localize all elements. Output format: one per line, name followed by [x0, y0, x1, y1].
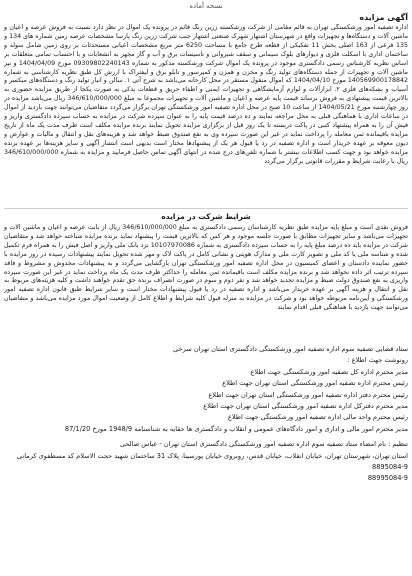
auction-terms-title: شرایط شرکت در مزایده [161, 212, 251, 221]
prepared-by: تنظیم : نام امضاء ستاد تصفیه سوم اداره تصفیه امور ورشکستگی دادگستری استان تهران - عباس صالحی [119, 440, 408, 449]
recipient-line: رئیس محترم دفتر اداره تصفیه امور ورشکستگی استان تهران جهت اطلاع [208, 390, 408, 399]
recipient-line: مدیر محترم دفترکل اداره تصفیه امور ورشکستگی استان تهران جهت اطلاع [203, 402, 408, 411]
phone-number: 8895084-9 [372, 463, 408, 472]
recipients-title: رونوشت جهت اطلاع : [347, 356, 408, 365]
recipient-line: مدیر محترم اداره کل تصفیه امور ورشکستگی جهت اطلاع [250, 367, 408, 376]
issuer-line: ستاد قضایی تصفیه سوم اداره تصفیه امور ورشکستگی دادگستری استان تهران سرخی [173, 345, 408, 353]
phone-number: 88995084-9 [367, 474, 408, 483]
recipient-line: رئیس محترم اداره تصفیه امور ورشکستگی استان تهران جهت اطلاع [222, 379, 408, 388]
section-divider [4, 208, 408, 209]
auction-notice-title: آگهی مزایده [359, 13, 408, 22]
recipient-line: رئیس محترم واحد مالی اداره تصفیه امور ورشکستگی جهت اطلاع [227, 413, 408, 422]
auction-terms-body: فروش نقدی است و مبلغ پایه مزایده طبق نظریه کارشناسان رسمی دادگستری به مبلغ 346/610/000/000 ریال از بابت عرصه و اعیان و ماشین آلات و تجهیزات می‌باشد و سایر تجهیزات مطابق با صورت جلسه موجود و هر کس که بالاترین قیمت را پیشنهاد نماید برنده مزایده شناخته خواهد شد و متقاضیان شرکت در مزایده باید ده درصد مبلغ پایه را به حساب سپرده دادگستری به شماره 10107970086 نزد بانک ملی واریز و اصل فیش را به همراه فرم تکمیل شده و شناسه ملی یا کد ملی و تصویر کارت ملی و مدارک هویتی و نشانی کامل در پاکت لاک و مهر شده تحویل نمایند پیشنهادات رسیده در روز مزایده با حضور نماینده دادستان و اعضای کمیسیون در محل اداره تصفیه امور ورشکستگی تهران بازگشایی می‌گردد و به پیشنهادات مخدوش و مشروط و فاقد سپرده ترتیب اثر داده نخواهد شد و برنده مزایده مکلف است باقیمانده ثمن معامله را حداکثر ظرف مدت یک ماه پرداخت نماید در غیر این صورت سپرده واریزی به نفع صندوق دولت ضبط و مزایده تجدید خواهد شد و نفر دوم و سوم در صورت انصراف برنده حق تقدم خواهند داشت و کلیه هزینه‌های مربوط به نقل و انتقال و هزینه آگهی بر عهده خریدار می‌باشد و اداره تصفیه در رد یا قبول پیشنهادات مختار است و سایر شرایط طبق قانون اداره تصفیه امور ورشکستگی و آیین‌نامه مربوطه خواهد بود و شرکت در مزایده به منزله قبول کلیه شرایط و اطلاع کامل از وضعیت اموال مورد مزایده می‌باشد و متقاضیان می‌توانند جهت بازدید با هماهنگی قبلی اقدام نمایند [4, 224, 408, 312]
auction-notice-body: اداره تصفیه امور ورشکستگی تهران به قائم مقامی از شرکت ورشکسته زرین رنگ قائم در پرونده یک اموال در نظر دارد نسبت به فروش عرصه و اعیان و ماشین آلات و دستگاه‌ها و تجهیزات واقع در شهرستان اشتهار شهرک صنعتی اشتهار جنب شرکت زرین رنگ پارسا مشخصات عرصه زمین شماره های 134 و 135 فرعی از 163 اصلی بخش 11 تفکیکی از قطعه طرح جامع با مساحت 6250 متر مربع مشخصات اعیانی مستحدثات بر روی زمین شامل سوله و ساختمان اداری با اسکلت فلزی و دیوارهای بلوک سیمانی و سقف شیروانی و تاسیسات برق و آب و گاز مجهز به انشعابات و با احتساب تمامی متعلقات بر اساس نظریه کارشناس رسمی دادگستری موجود در پرونده یک اموال شرکت ورشکسته مذکور به شماره 09309802240143 مورخ 1404/04/09 و نیز ماشین آلات و تجهیزات از جمله دستگاه‌های تولید رنگ و مخزن و همزن و کمپرسور و تابلو برق و لیفتراک با ارزش کل طبق نظریه کارشناسی به شماره 140569900178842 مورخ 1404/04/10 که اموال منقول مستقر در محل کارخانه می‌باشد به شرح آتی ۱. سالن و انبار تولید رنگ و دستگاه‌های میکسر و آسیاب و بشکه‌های فلزی ۲. ابزارآلات و لوازم آزمایشگاهی و تجهیزات ایمنی و اطفاء حریق و قطعات یدکی به صورت یکجا از طریق مزایده حضوری به بالاترین قیمت پیشنهادی به فروش برساند قیمت پایه عرصه و اعیان و ماشین آلات و تجهیزات مجموعا به مبلغ 346/610/000/000 ریال می‌باشد مزایده در روز چهارشنبه مورخ 1404/05/21 از ساعت 10 صبح در محل اداره تصفیه امور ورشکستگی تهران برگزار می‌گردد متقاضیان می‌توانند جهت بازدید از اموال در ساعات اداری با هماهنگی قبلی به محل مراجعه نمایند و ده درصد قیمت پایه را به عنوان سپرده شرکت در مزایده به حساب سپرده دادگستری واریز و فیش آن را به همراه پیشنهاد کتبی در پاکت دربسته تا یک روز قبل از برگزاری مزایده تحویل نمایند برنده مزایده مکلف است ظرف مدت یک ماه از تاریخ مزایده باقیمانده ثمن معامله را پرداخت نماید در غیر این صورت سپرده وی به نفع صندوق ضبط خواهد شد و هزینه‌های نقل و انتقال و مالیات و عوارض و دیون معوقه بر عهده خریدار است و اداره تصفیه در رد یا قبول هر یک از پیشنهادها مختار است بدیهی است انتشار آگهی و سایر هزینه‌ها بر عهده برنده مزایده خواهد بود و جهت کسب اطلاعات بیشتر با شماره تلفن‌های درج شده در انتهای آگهی تماس حاصل فرمایید و مزایده به شماره 346/610/000/000 ریال با رعایت شرایط و مقررات قانونی برگزار می‌گردد [4, 24, 408, 165]
address: استان تهران، شهرستان تهران، خیابان انقلاب، خیابان قدس، روبروی خیابان پورسینا، پلاک 31 ساختمان شهید حجت الاسلام کد مسطفوی کرمانی [16, 451, 408, 460]
header-tag: نسخه آماده [189, 2, 223, 10]
recipient-line: مدیر محترم امور مالی و اداری و امور دادگاه‌های عمومی و انقلاب و دادگستری ها حقایه به شناسنامه 1948/9 مورخ 87/1/20 [64, 424, 408, 433]
